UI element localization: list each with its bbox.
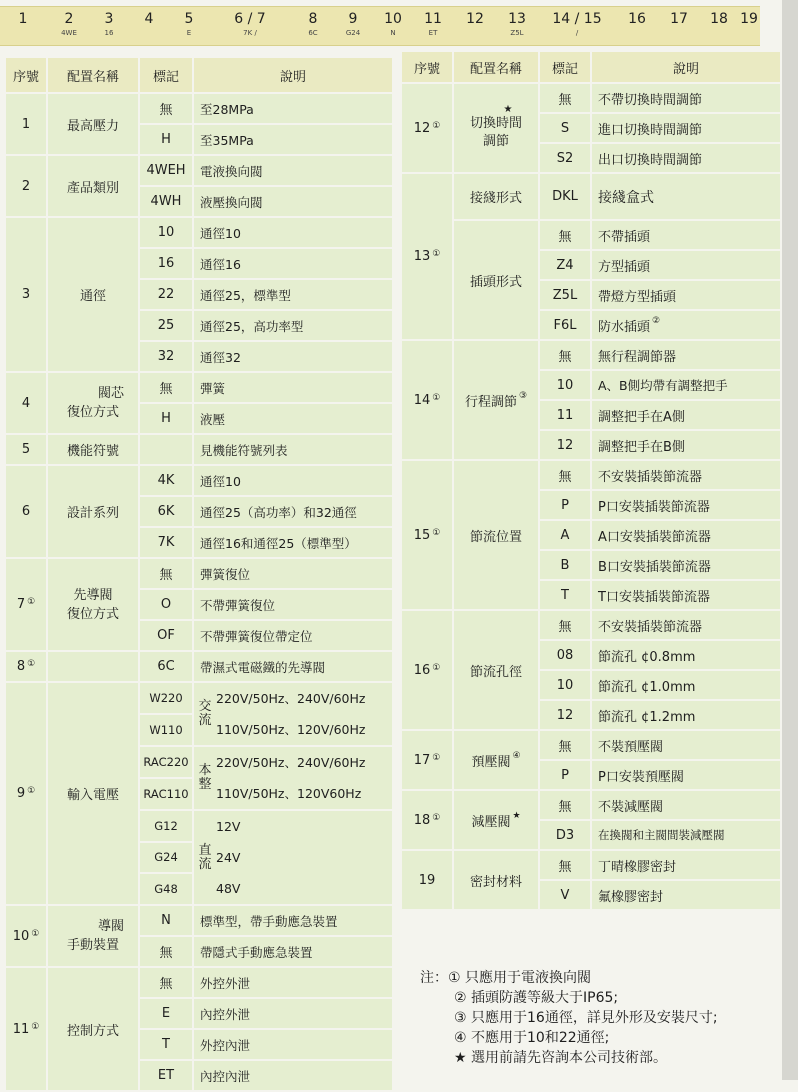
row-desc: 液壓 <box>194 404 392 433</box>
row-no <box>402 341 452 459</box>
row-name: 節流位置 <box>454 461 538 609</box>
row-name-line1: 先導閥 <box>73 587 113 603</box>
row-name: 輸入電壓 <box>48 683 138 904</box>
row-name <box>454 731 538 789</box>
code-bar-sub: Z5L <box>510 29 524 37</box>
row-name-line2: 調節 <box>482 134 509 149</box>
note-mark: ② <box>652 315 661 326</box>
row-code: 無 <box>540 851 590 879</box>
row-name-text: 預壓閥 <box>471 754 511 770</box>
row-desc <box>592 311 780 339</box>
row-no-value: 17 <box>413 752 431 768</box>
note-mark: ① <box>432 120 441 131</box>
row-name-text: 減壓閥 <box>471 814 511 830</box>
code-bar-number: 5 <box>184 11 194 27</box>
row-no: 5 <box>6 435 46 464</box>
row-code: 4WEH <box>140 156 192 185</box>
row-name: 設計系列 <box>48 466 138 557</box>
code-bar-number: 4 <box>144 11 154 27</box>
row-code: 12 <box>540 431 590 459</box>
note-mark: ① <box>27 597 36 607</box>
row-code: 無 <box>540 341 590 369</box>
row-code: G12 <box>140 811 192 841</box>
code-bar-sub: E <box>186 29 192 37</box>
row-desc: 110V/50Hz、120V/60Hz <box>216 722 366 737</box>
row-code: B <box>540 551 590 579</box>
row-desc: 不安裝插裝節流器 <box>592 461 780 489</box>
code-bar-number: 14 / 15 <box>552 11 602 27</box>
code-bar-cell <box>416 7 450 45</box>
code-bar-number: 10 <box>384 11 402 27</box>
row-desc: 接綫盒式 <box>592 174 780 219</box>
row-desc: 220V/50Hz、240V/60Hz <box>216 755 366 770</box>
row-desc: B口安裝插裝節流器 <box>592 551 780 579</box>
row-name-text: 行程調節 <box>464 394 517 410</box>
row-no-value: 9 <box>16 786 26 801</box>
code-bar-cell <box>738 7 760 45</box>
notes-title: 注： <box>420 970 448 986</box>
row-desc: 48V <box>216 881 241 896</box>
code-bar-number: 11 <box>424 11 442 27</box>
row-code: O <box>140 590 192 619</box>
voltage-ac-group <box>194 683 392 745</box>
note-mark: ① <box>31 928 40 939</box>
row-no-value: 10 <box>12 928 30 944</box>
code-bar-cell <box>458 7 492 45</box>
row-name <box>454 341 538 459</box>
row-desc: 220V/50Hz、240V/60Hz <box>216 691 366 706</box>
row-desc: 外控內泄 <box>194 1030 392 1059</box>
row-name: 機能符號 <box>48 435 138 464</box>
row-code: 無 <box>540 731 590 759</box>
row-no <box>402 791 452 849</box>
code-bar-number: 8 <box>308 11 318 27</box>
code-bar-cell <box>620 7 654 45</box>
star-mark: ★ <box>512 810 521 821</box>
row-desc: 標準型，帶手動應急裝置 <box>194 906 392 935</box>
notes <box>420 968 792 1068</box>
row-code: 4K <box>140 466 192 495</box>
code-bar-cell <box>500 7 534 45</box>
code-bar-number: 3 <box>104 11 114 27</box>
code-bar-sub: 7K / <box>243 29 257 37</box>
note-mark: ③ <box>518 390 528 401</box>
row-no <box>6 652 46 681</box>
row-name <box>48 652 138 681</box>
header-desc: 說明 <box>194 58 392 92</box>
rect-label: 本整 <box>198 763 212 792</box>
voltage-rect-group <box>194 747 392 809</box>
row-code: Z5L <box>540 281 590 309</box>
row-no: 19 <box>402 851 452 909</box>
note-line <box>420 968 792 988</box>
row-desc: 不帶彈簧復位 <box>194 590 392 619</box>
row-desc: 內控外泄 <box>194 999 392 1028</box>
row-desc: 12V <box>216 819 241 834</box>
code-bar-number: 19 <box>740 11 758 27</box>
row-code: F6L <box>540 311 590 339</box>
note-mark: ① <box>432 527 441 538</box>
row-code: 10 <box>540 371 590 399</box>
row-name-line2: 復位方式 <box>66 405 119 420</box>
row-desc: P口安裝預壓閥 <box>592 761 780 789</box>
row-no-value: 16 <box>413 662 431 678</box>
row-code: 無 <box>140 373 192 402</box>
row-name <box>48 373 138 433</box>
code-bar-number: 18 <box>710 11 728 27</box>
code-bar-number: 9 <box>348 11 358 27</box>
row-code: 無 <box>140 559 192 588</box>
row-name <box>454 791 538 849</box>
page-edge <box>782 0 798 1080</box>
row-code: 10 <box>540 671 590 699</box>
row-no <box>402 84 452 172</box>
note-mark: ① <box>432 812 441 823</box>
row-desc: T口安裝插裝節流器 <box>592 581 780 609</box>
code-bar-sub: 4WE <box>61 29 77 37</box>
row-name: 密封材料 <box>454 851 538 909</box>
row-code: N <box>140 906 192 935</box>
code-bar <box>0 6 760 46</box>
code-bar-number: 1 <box>18 11 28 27</box>
row-name: 控制方式 <box>48 968 138 1090</box>
row-desc: 通徑10 <box>194 466 392 495</box>
row-desc: 彈簧復位 <box>194 559 392 588</box>
row-code: T <box>140 1030 192 1059</box>
row-no-value: 12 <box>413 120 431 136</box>
code-bar-cell <box>336 7 370 45</box>
row-code: 6C <box>140 652 192 681</box>
code-bar-cell <box>212 7 288 45</box>
code-bar-sub: 16 <box>104 29 114 37</box>
row-desc: 帶隱式手動應急裝置 <box>194 937 392 966</box>
row-name-line2: 手動裝置 <box>66 938 119 953</box>
code-bar-cell <box>92 7 126 45</box>
row-code: 10 <box>140 218 192 247</box>
row-desc: 通徑32 <box>194 342 392 371</box>
row-code: Z4 <box>540 251 590 279</box>
code-bar-number: 17 <box>670 11 688 27</box>
row-code <box>140 435 192 464</box>
row-code: 25 <box>140 311 192 340</box>
row-name: 最高壓力 <box>48 94 138 154</box>
row-desc: A口安裝插裝節流器 <box>592 521 780 549</box>
row-desc: 外控外泄 <box>194 968 392 997</box>
code-bar-sub: / <box>575 29 579 37</box>
row-desc: 節流孔 ¢1.2mm <box>592 701 780 729</box>
row-desc: 不帶插頭 <box>592 221 780 249</box>
row-desc: 丁晴橡膠密封 <box>592 851 780 879</box>
row-code: G48 <box>140 874 192 904</box>
row-code: 無 <box>540 791 590 819</box>
row-desc: P口安裝插裝節流器 <box>592 491 780 519</box>
row-name-line1: 閥芯 <box>97 386 124 401</box>
note-mark: ① <box>432 662 441 673</box>
code-bar-cell <box>702 7 736 45</box>
row-no: 6 <box>6 466 46 557</box>
row-code: 4WH <box>140 187 192 216</box>
row-code: 無 <box>140 968 192 997</box>
note-mark: ① <box>432 392 441 403</box>
code-bar-number: 6 / 7 <box>234 11 266 27</box>
code-bar-number: 12 <box>466 11 484 27</box>
row-name: 產品類別 <box>48 156 138 216</box>
row-desc: 方型插頭 <box>592 251 780 279</box>
row-desc: 24V <box>216 850 241 865</box>
row-code: 22 <box>140 280 192 309</box>
row-no <box>402 611 452 729</box>
row-name: 插頭形式 <box>454 221 538 339</box>
row-code: E <box>140 999 192 1028</box>
star-mark: ★ <box>503 104 513 115</box>
row-no <box>402 174 452 339</box>
row-no: 2 <box>6 156 46 216</box>
row-desc: 不帶切換時間調節 <box>592 84 780 112</box>
row-code: RAC220 <box>140 747 192 777</box>
row-desc: 帶燈方型插頭 <box>592 281 780 309</box>
header-no: 序號 <box>402 52 452 82</box>
code-bar-cell <box>662 7 696 45</box>
row-desc: 內控內泄 <box>194 1061 392 1090</box>
row-code: 無 <box>540 461 590 489</box>
row-code: H <box>140 404 192 433</box>
row-no: 3 <box>6 218 46 371</box>
row-desc: 節流孔 ¢0.8mm <box>592 641 780 669</box>
row-no: 4 <box>6 373 46 433</box>
row-desc: 至35MPa <box>194 125 392 154</box>
header-name: 配置名稱 <box>454 52 538 82</box>
row-desc-text: 防水插頭 <box>598 319 651 335</box>
row-code: 08 <box>540 641 590 669</box>
row-code: A <box>540 521 590 549</box>
row-desc: 無行程調節器 <box>592 341 780 369</box>
row-desc: 通徑25，標準型 <box>194 280 392 309</box>
row-desc: 通徑25，高功率型 <box>194 311 392 340</box>
header-code: 標記 <box>140 58 192 92</box>
code-bar-number: 13 <box>508 11 526 27</box>
row-desc: 不裝預壓閥 <box>592 731 780 759</box>
code-bar-sub: G24 <box>345 29 361 37</box>
row-code: 16 <box>140 249 192 278</box>
row-desc: 液壓換向閥 <box>194 187 392 216</box>
row-name-line2: 復位方式 <box>66 606 119 622</box>
row-desc: 氟橡膠密封 <box>592 881 780 909</box>
row-no-value: 18 <box>413 812 431 828</box>
note-item: ③ 只應用于16通徑，詳見外形及安裝尺寸; <box>454 1010 718 1026</box>
row-code: W220 <box>140 683 192 713</box>
row-desc: 不裝減壓閥 <box>592 791 780 819</box>
row-no-value: 11 <box>12 1021 30 1037</box>
code-bar-number: 2 <box>64 11 74 27</box>
code-bar-sub: ET <box>428 29 438 37</box>
note-mark: ① <box>27 786 36 796</box>
row-code: 無 <box>540 84 590 112</box>
row-code: T <box>540 581 590 609</box>
row-code: 無 <box>540 221 590 249</box>
row-code: 無 <box>140 94 192 123</box>
row-code: H <box>140 125 192 154</box>
row-code: 11 <box>540 401 590 429</box>
row-desc: 不帶彈簧復位帶定位 <box>194 621 392 650</box>
row-code: 無 <box>540 611 590 639</box>
row-code: G24 <box>140 843 192 873</box>
row-code: OF <box>140 621 192 650</box>
row-code: DKL <box>540 174 590 219</box>
row-name: 節流孔徑 <box>454 611 538 729</box>
row-desc: 見機能符號列表 <box>194 435 392 464</box>
header-no: 序號 <box>6 58 46 92</box>
row-desc: 調整把手在A側 <box>592 401 780 429</box>
note-mark: ① <box>432 752 441 763</box>
row-code: 32 <box>140 342 192 371</box>
row-code: 7K <box>140 528 192 557</box>
code-bar-cell <box>52 7 86 45</box>
code-bar-cell <box>540 7 614 45</box>
row-name-line1: 導閥 <box>97 919 124 934</box>
row-desc: 在換閥和主閥間裝減壓閥 <box>592 821 780 849</box>
row-desc: 通徑25（高功率）和32通徑 <box>194 497 392 526</box>
row-name: 通徑 <box>48 218 138 371</box>
row-code: V <box>540 881 590 909</box>
code-bar-cell <box>6 7 40 45</box>
row-no-value: 14 <box>413 392 431 408</box>
config-table-left <box>4 56 394 1092</box>
note-item: ② 插頭防護等級大于IP65; <box>454 990 619 1006</box>
note-item: ① 只應用于電液換向閥 <box>448 970 592 986</box>
note-mark: ① <box>432 249 441 259</box>
note-item: ④ 不應用于10和22通徑; <box>454 1030 610 1046</box>
config-table-right <box>400 50 782 911</box>
note-mark: ① <box>31 1021 40 1032</box>
header-desc: 說明 <box>592 52 780 82</box>
code-bar-cell <box>172 7 206 45</box>
row-code: W110 <box>140 715 192 745</box>
row-desc: 節流孔 ¢1.0mm <box>592 671 780 699</box>
code-bar-sub: 6C <box>308 29 318 37</box>
row-desc: 通徑16 <box>194 249 392 278</box>
row-code: S2 <box>540 144 590 172</box>
row-name <box>48 906 138 966</box>
voltage-dc-group <box>194 811 392 904</box>
code-bar-cell <box>296 7 330 45</box>
row-name-line1: 切換時間 <box>469 116 522 131</box>
row-no <box>6 683 46 904</box>
row-desc: 帶濕式電磁鐵的先導閥 <box>194 652 392 681</box>
row-desc: 至28MPa <box>194 94 392 123</box>
row-desc: 通徑16和通徑25（標準型） <box>194 528 392 557</box>
row-no <box>402 731 452 789</box>
row-desc: 通徑10 <box>194 218 392 247</box>
row-no <box>6 968 46 1090</box>
note-mark: ④ <box>512 750 521 761</box>
row-code: P <box>540 761 590 789</box>
dc-label: 直流 <box>198 842 212 872</box>
row-desc: 調整把手在B側 <box>592 431 780 459</box>
code-bar-cell <box>376 7 410 45</box>
row-name <box>48 559 138 650</box>
row-name: 接綫形式 <box>454 174 538 219</box>
row-no-value: 8 <box>16 659 26 674</box>
row-desc: 不安裝插裝節流器 <box>592 611 780 639</box>
row-no <box>6 906 46 966</box>
row-desc: 出口切換時間調節 <box>592 144 780 172</box>
note-item: ★ 選用前請先咨詢本公司技術部。 <box>454 1050 668 1066</box>
row-desc: A、B側均帶有調整把手 <box>592 371 780 399</box>
row-code: S <box>540 114 590 142</box>
row-code: ET <box>140 1061 192 1090</box>
row-desc: 彈簧 <box>194 373 392 402</box>
row-no-value: 13 <box>413 249 431 264</box>
code-bar-sub: N <box>390 29 396 37</box>
code-bar-cell <box>132 7 166 45</box>
row-no <box>6 559 46 650</box>
row-code: 12 <box>540 701 590 729</box>
note-mark: ① <box>27 659 36 669</box>
row-code: D3 <box>540 821 590 849</box>
ac-label: 交流 <box>198 699 212 728</box>
row-no-value: 15 <box>413 527 431 543</box>
row-no: 1 <box>6 94 46 154</box>
row-code: 6K <box>140 497 192 526</box>
row-no-value: 7 <box>16 597 26 612</box>
row-desc: 110V/50Hz、120V60Hz <box>216 786 362 801</box>
row-code: RAC110 <box>140 779 192 809</box>
row-name <box>454 84 538 172</box>
row-code: P <box>540 491 590 519</box>
header-name: 配置名稱 <box>48 58 138 92</box>
code-bar-number: 16 <box>628 11 646 27</box>
row-no <box>402 461 452 609</box>
row-code: 無 <box>140 937 192 966</box>
row-desc: 電液換向閥 <box>194 156 392 185</box>
header-code: 標記 <box>540 52 590 82</box>
row-desc: 進口切換時間調節 <box>592 114 780 142</box>
